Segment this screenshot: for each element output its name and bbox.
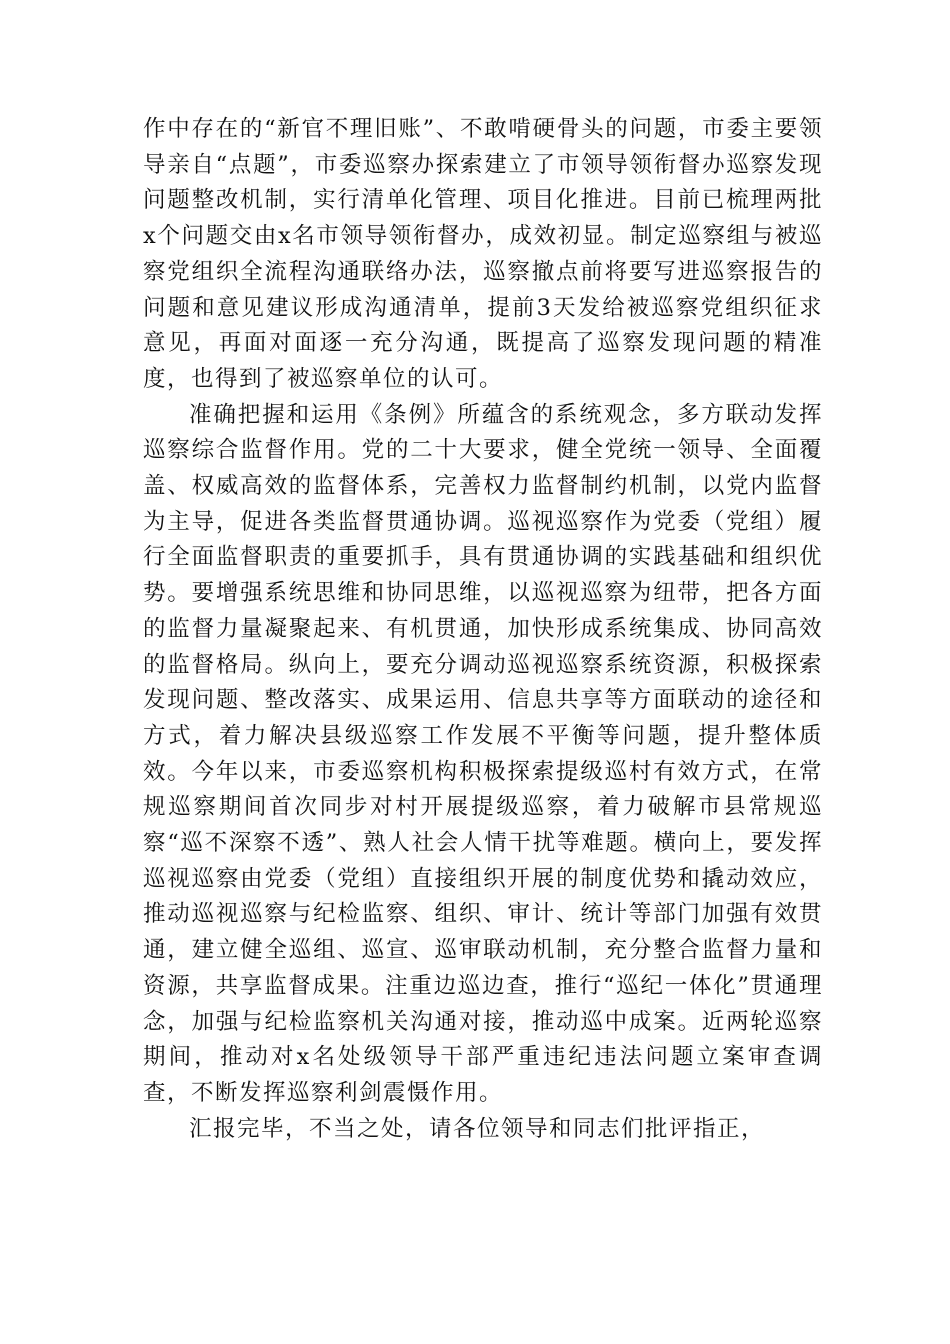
document-body [143,112,823,1147]
paragraph-closing: 汇报完毕，不当之处，请各位领导和同志们批评指正， [189,1115,766,1142]
paragraph-system-view: 准确把握和运用《条例》所蕴含的系统观念，多方联动发挥巡察综合监督作用。党的二十大要求，健全党统一领导、全面覆盖、权威高效的监督体系，完善权力监督制约机制，以党内监督为主导，促进各类监督贯通协调。巡视巡察作为党委（党组）履行全面监督职责的重要抓手，具有贯通协调的实践基础和组织优势。要增强系统思维和协同思维，以巡视巡察为纽带，把各方面的监督力量凝聚起来、有机贯通，加快形成系统集成、协同高效的监督格局。纵向上，要充分调动巡视巡察系统资源，积极探索发现问题、整改落实、成果运用、信息共享等方面联动的途径和方式，着力解决县级巡察工作发展不平衡等问题，提升整体质效。今年以来，市委巡察机构积极探索提级巡村有效方式，在常规巡察期间首次同步对村开展提级巡察，着力破解市县常规巡察“巡不深察不透”、熟人社会人情干扰等难题。横向上，要发挥巡视巡察由党委（党组）直接组织开展的制度优势和撬动效应，推动巡视巡察与纪检监察、组织、审计、统计等部门加强有效贯通，建立健全巡组、巡宣、巡审联动机制，充分整合监督力量和资源，共享监督成果。注重边巡边查，推行“巡纪一体化”贯通理念，加强与纪检监察机关沟通对接，推动巡中成案。近两轮巡察期间，推动对x名处级领导干部严重违纪违法问题立案审查调查，不断发挥巡察利剑震慑作用。 [143,401,823,1106]
paragraph-continued: 作中存在的“新官不理旧账”、不敢啃硬骨头的问题，市委主要领导亲自“点题”，市委巡察办探索建立了市领导领衔督办巡察发现问题整改机制，实行清单化管理、项目化推进。目前已梳理两批x个问题交由x名市领导领衔督办，成效初显。制定巡察组与被巡察党组织全流程沟通联络办法，巡察撤点前将要写进巡察报告的问题和意见建议形成沟通清单，提前3天发给被巡察党组织征求意见，再面对面逐一充分沟通，既提高了巡察发现问题的精准度，也得到了被巡察单位的认可。 [143,116,823,392]
